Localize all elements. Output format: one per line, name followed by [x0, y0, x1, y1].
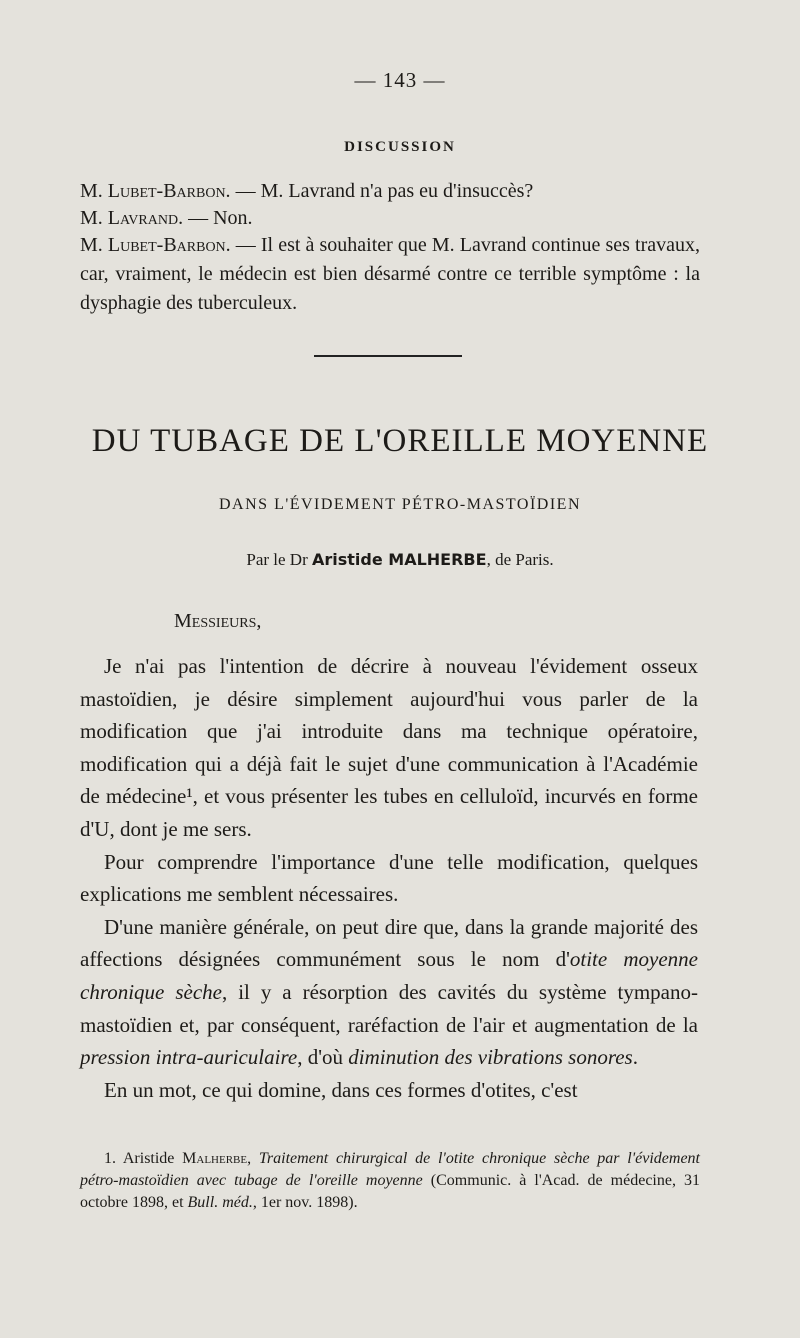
paragraph: En un mot, ce qui domine, dans ces formes d'otites, c'est — [104, 1077, 578, 1102]
paragraph — [80, 911, 698, 1074]
article-body — [80, 650, 698, 1106]
italic-run: pression intra-auriculaire — [80, 1045, 298, 1070]
speaker-name: M. Lubet-Barbon. — [80, 180, 231, 202]
text-run: , d'où — [297, 1045, 349, 1070]
section-divider — [314, 355, 462, 357]
italic-run: diminution des vibrations sonores — [348, 1045, 633, 1070]
discussion-line-2 — [80, 207, 700, 230]
footnote-title: Traitement chirurgical de l'otite chronique sèche par l'évidement pétro-mastoïdien avec tubage de l'oreille moyenne — [80, 1150, 701, 1189]
text-run: D'une manière générale, on peut dire que, dans la grande majorité des affections désignées communément sous le nom d' — [80, 914, 698, 972]
italic-run: Bull. méd. — [187, 1194, 253, 1211]
footnote-number: 1. Aristide — [104, 1150, 183, 1167]
paragraph: Pour comprendre l'importance d'une telle modification, quelques explications me semblent nécessaires. — [80, 849, 698, 907]
page-number: — 143 — — [354, 68, 446, 92]
author-name: Aristide MALHERBE — [312, 550, 487, 569]
footnote-author: Malherbe — [182, 1150, 248, 1167]
article-subtitle: DANS L'ÉVIDEMENT PÉTRO-MASTOÏDIEN — [219, 496, 581, 513]
speech-text: — M. Lavrand n'a pas eu d'insuccès? — [230, 180, 534, 202]
text-run: , il y a résorption des cavités du système tympano-mastoïdien et, par conséquent, raréfaction de l'air et augmentation de la — [80, 979, 698, 1037]
footnote — [80, 1148, 700, 1214]
speaker-name: M. Lubet-Barbon. — [80, 234, 231, 256]
speech-text: — Il est à souhaiter que M. Lavrand continue ses travaux, car, vraiment, le médecin est bien désarmé contre ce terrible symptôme : la dysphagie des tuberculeux. — [80, 234, 700, 314]
text-run: . — [632, 1045, 638, 1070]
text-run: (Communic. à l'Acad. de médecine, 31 octobre 1898, et — [80, 1172, 701, 1211]
article-title: DU TUBAGE DE L'OREILLE MOYENNE — [91, 423, 709, 459]
byline-suffix: , de Paris. — [486, 550, 554, 569]
discussion-line-3 — [80, 231, 700, 318]
speech-text: — Non. — [183, 207, 253, 229]
discussion-heading: DISCUSSION — [344, 139, 456, 155]
byline-prefix: Par le Dr — [246, 550, 312, 569]
paragraph: Je n'ai pas l'intention de décrire à nouveau l'évidement osseux mastoïdien, je désire simplement aujourd'hui vous parler de la modification que j'ai introduite dans ma technique opératoire, modification qui a déjà fait le sujet d'une communication à l'Académie de médecine¹, et vous présenter les tubes en celluloïd, incurvés en forme d'U, dont je me sers. — [80, 654, 698, 841]
speaker-name: M. Lavrand. — [80, 207, 184, 229]
article-byline — [0, 550, 800, 570]
text-run: , — [247, 1150, 259, 1167]
discussion-line-1 — [80, 180, 700, 203]
italic-run: otite moyenne chronique sèche — [80, 947, 698, 1004]
greeting: Messieurs, — [174, 610, 262, 632]
text-run: , 1er nov. 1898). — [252, 1194, 358, 1211]
